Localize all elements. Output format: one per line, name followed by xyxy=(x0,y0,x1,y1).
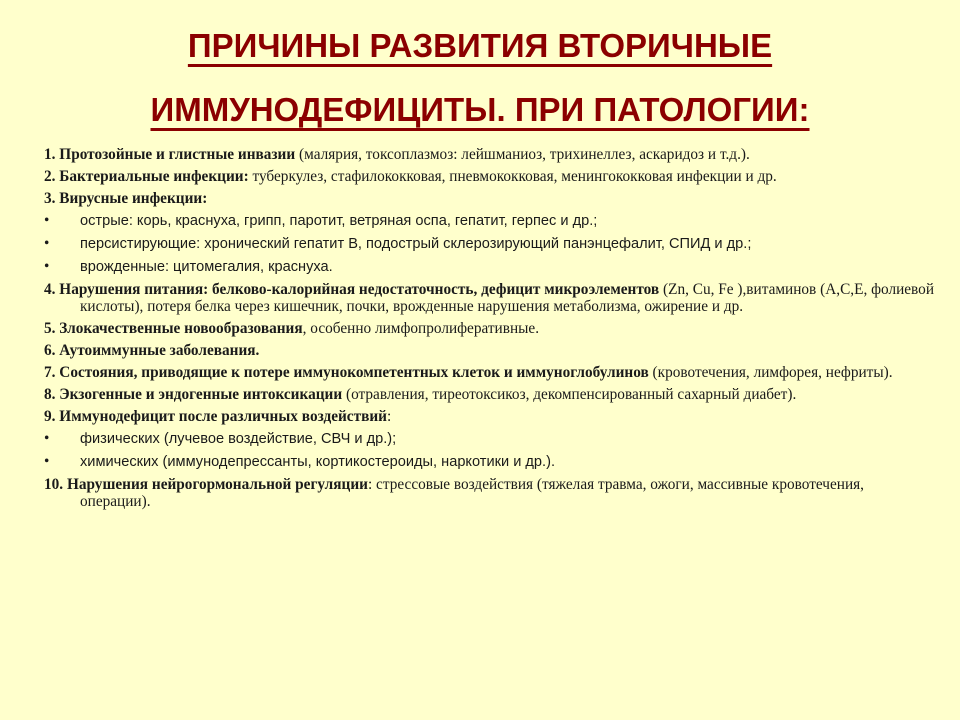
title-line-2: ИММУНОДЕФИЦИТЫ. ПРИ ПАТОЛОГИИ: xyxy=(150,91,810,128)
list-item-6: 6. Аутоиммунные заболевания. xyxy=(44,342,260,359)
bullet-icon: • xyxy=(44,258,50,275)
list-bullet-persistent: • персистирующие: хронический гепатит В, подострый склерозирующий панэнцефалит, СПИД и др.; xyxy=(44,235,752,252)
list-item-9: 9. Иммунодефицит после различных воздействий: xyxy=(44,408,392,425)
list-item-5: 5. Злокачественные новообразования, особенно лимфопролиферативные. xyxy=(44,320,540,337)
list-item-1: 1. Протозойные и глистные инвазии (малярия, токсоплазмоз: лейшманиоз, трихинеллез, аскаридоз и т.д.). xyxy=(44,146,750,163)
list-item-4: 4. Нарушения питания: белково-калорийная недостаточность, дефицит микроэлементов (Zn, Cu, Fe ),витаминов (А,С,Е, фолиевой кислоты), потеря белка через кишечник, почки, врожденные нарушения метаболизма, ожирение и др. xyxy=(44,281,935,315)
bullet-icon: • xyxy=(44,453,50,470)
list-bullet-physical: • физических (лучевое воздействие, СВЧ и др.); xyxy=(44,430,397,447)
list-bullet-chemical: • химических (иммунодепрессанты, кортикостероиды, наркотики и др.). xyxy=(44,453,556,470)
bullet-icon: • xyxy=(44,212,50,229)
bullet-icon: • xyxy=(44,430,50,447)
cause-list xyxy=(44,146,934,515)
list-item-8: 8. Экзогенные и эндогенные интоксикации (отравления, тиреотоксикоз, декомпенсированный сахарный диабет). xyxy=(44,386,797,403)
list-item-3: 3. Вирусные инфекции: xyxy=(44,190,208,207)
slide-title xyxy=(20,14,940,142)
list-item-10: 10. Нарушения нейрогормональной регуляции: стрессовые воздействия (тяжелая травма, ожоги, массивные кровотечения, операции). xyxy=(44,476,864,510)
list-item-7: 7. Состояния, приводящие к потере иммунокомпетентных клеток и иммуноглобулинов (кровотечения, лимфорея, нефриты). xyxy=(44,364,893,381)
list-bullet-congenital: • врожденные: цитомегалия, краснуха. xyxy=(44,258,333,275)
bullet-icon: • xyxy=(44,235,50,252)
list-item-2: 2. Бактериальные инфекции: туберкулез, стафилококковая, пневмококковая, менингококковая инфекции и др. xyxy=(44,168,777,185)
title-line-1: ПРИЧИНЫ РАЗВИТИЯ ВТОРИЧНЫЕ xyxy=(187,27,773,64)
list-bullet-acute: • острые: корь, краснуха, грипп, паротит, ветряная оспа, гепатит, герпес и др.; xyxy=(44,212,598,229)
